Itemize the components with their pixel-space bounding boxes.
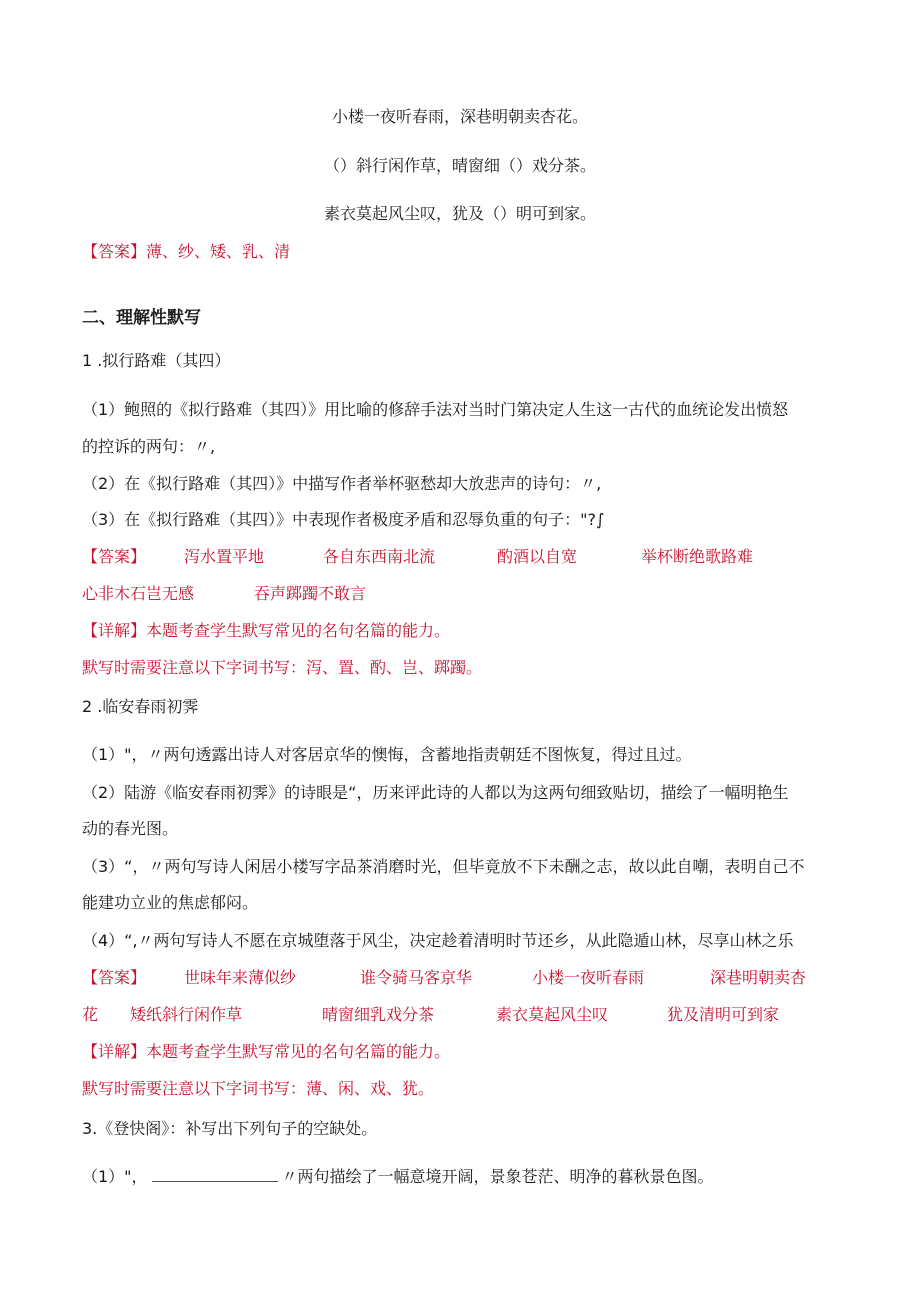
answer-item: 晴窗细乳戏分茶 — [322, 1005, 435, 1024]
detail-label: 【详解】 — [82, 621, 147, 640]
poem-line-1: 小楼一夜听春雨，深巷明朝卖杏花。 — [331, 107, 588, 126]
fill-in-blank[interactable] — [152, 1167, 278, 1182]
q1-title: 1 .拟行路难（其四） — [82, 351, 231, 370]
answer-item: 吞声踯躅不敢言 — [254, 584, 367, 603]
q1-part1-line2: 的控诉的两句：〃, — [82, 437, 216, 456]
answer-item: 矮纸斜行闲作草 — [130, 1005, 243, 1024]
poem-line-3: 素衣莫起风尘叹，犹及（）明可到家。 — [323, 204, 596, 223]
q2-detail — [82, 1041, 860, 1063]
q1-part2: （2）在《拟行路难（其四）》中描写作者举杯驱愁却大放悲声的诗句：〃, — [82, 474, 602, 493]
answer-label: 【答案】 — [82, 547, 147, 566]
answer-label: 【答案】 — [82, 968, 147, 987]
q3-part1-start: （1）"， — [82, 1167, 148, 1186]
answer-item: 世味年来薄似纱 — [184, 968, 297, 987]
q2-part2-line1: （2）陆游《临安春雨初霁》的诗眼是“，历来评此诗的人都以为这两句细致贴切，描绘了一幅明艳生 — [82, 783, 789, 802]
q2-part3-line1: （3）“，〃两句写诗人闲居小楼写字品茶消磨时光，但毕竟放不下未酬之志，故以此自嘲，表明自己不 — [82, 857, 805, 876]
answer-item: 各自东西南北流 — [323, 547, 436, 566]
answer-item: 谁令骑马客京华 — [360, 968, 473, 987]
detail-text: 本题考查学生默写常见的名句名篇的能力。 — [146, 621, 451, 640]
answer-item: 酌酒以自宽 — [497, 547, 578, 566]
answer-item: 花 — [82, 1005, 99, 1024]
answer-item: 小楼一夜听春雨 — [532, 968, 645, 987]
q1-detail — [82, 620, 860, 642]
q1-note: 默写时需要注意以下字词书写：泻、置、酌、岂、踯躅。 — [82, 658, 483, 677]
q1-part1-line1: （1）鲍照的《拟行路难（其四）》用比喻的修辞手法对当时门第决定人生这一古代的血统论发出愤怒 — [82, 400, 789, 419]
q2-part4: （4）“,〃两句写诗人不愿在京城堕落于风尘，决定趁着清明时节还乡，从此隐遁山林，尽享山林之乐 — [82, 931, 794, 950]
q3-part1 — [82, 1166, 860, 1188]
q2-note: 默写时需要注意以下字词书写：薄、闲、戏、犹。 — [82, 1079, 435, 1098]
detail-text: 本题考查学生默写常见的名句名篇的能力。 — [146, 1042, 451, 1061]
answer-item: 心非木石岂无感 — [82, 584, 195, 603]
answer-item: 举杯断绝歌路难 — [641, 547, 754, 566]
poem-line-2: （）斜行闲作草，晴窗细（）戏分茶。 — [323, 156, 596, 175]
q3-part1-end: 〃两句描绘了一幅意境开阔，景象苍茫、明净的暮秋景色图。 — [281, 1167, 714, 1186]
answer-label: 【答案】 — [82, 242, 147, 261]
q2-part2-line2: 动的春光图。 — [82, 819, 179, 838]
q2-part3-line2: 能建功立业的焦虑郁闷。 — [82, 893, 259, 912]
q2-title: 2 .临安春雨初霁 — [82, 697, 199, 716]
q1-part3: （3）在《拟行路难（其四）》中表现作者极度矛盾和忍辱负重的句子："?∫ — [82, 510, 605, 529]
section-title: 二、理解性默写 — [82, 308, 201, 328]
answer-item: 深巷明朝卖杏 — [710, 968, 807, 987]
answer-item: 素衣莫起风尘叹 — [496, 1005, 609, 1024]
answer-item: 犹及清明可到家 — [667, 1005, 780, 1024]
detail-label: 【详解】 — [82, 1042, 147, 1061]
answer-block-0 — [82, 241, 860, 263]
q3-title: 3.《登快阁》：补写出下列句子的空缺处。 — [82, 1119, 378, 1138]
answer-item: 泻水置平地 — [184, 547, 265, 566]
q2-part1: （1）"，〃两句透露出诗人对客居京华的懊悔，含蓄地指责朝廷不图恢复，得过且过。 — [82, 745, 692, 764]
answer-text: 薄、纱、矮、乳、清 — [146, 242, 291, 261]
